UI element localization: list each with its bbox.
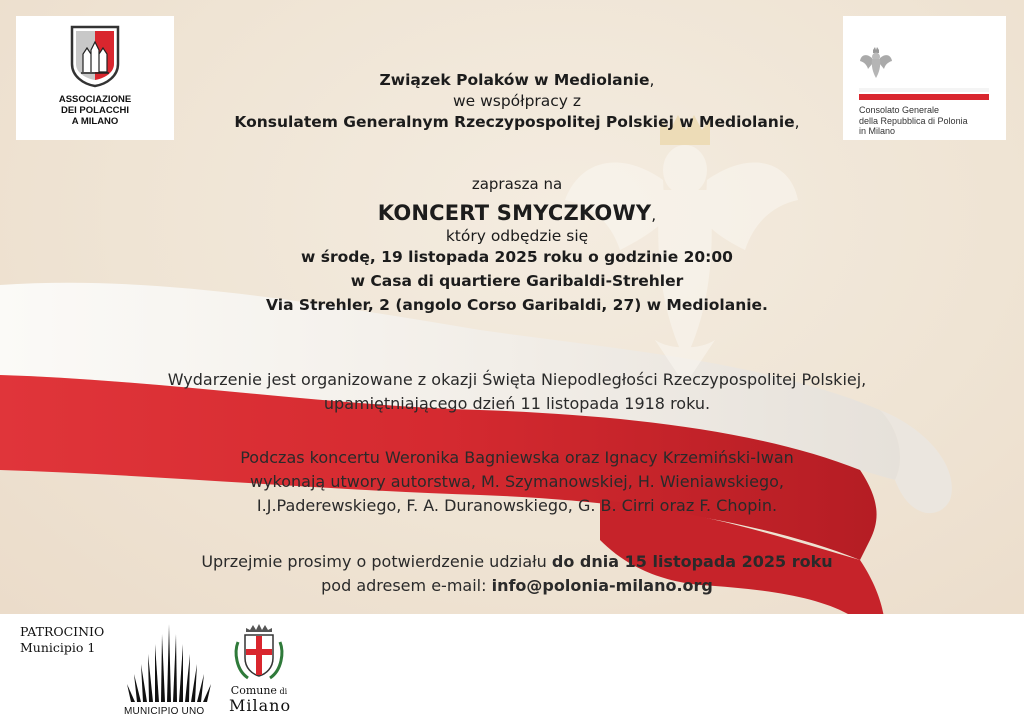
event-which: który odbędzie się bbox=[445, 227, 589, 245]
email-prefix: pod adresem e-mail: bbox=[321, 576, 492, 595]
rsvp-block bbox=[0, 550, 1024, 598]
milan-coat-of-arms-icon bbox=[232, 622, 286, 684]
association-name-line: A MILANO bbox=[71, 116, 119, 127]
patronage-text bbox=[20, 624, 104, 656]
duomo-spires-icon bbox=[124, 622, 214, 704]
event-address: Via Strehler, 2 (angolo Corso Garibaldi, 27) w Mediolanie. bbox=[266, 296, 768, 314]
comune-city: Milano bbox=[229, 696, 292, 715]
invite-intro: zaprasza na bbox=[471, 175, 563, 193]
municipio-label: MUNICIPIO UNO bbox=[124, 706, 205, 717]
punctuation: , bbox=[651, 206, 657, 224]
invitation-block bbox=[0, 174, 1024, 316]
patronage-line: Municipio 1 bbox=[20, 640, 96, 655]
event-venue: w Casa di quartiere Garibaldi-Strehler bbox=[350, 272, 684, 290]
program-line: wykonają utwory autorstwa, M. Szymanowskiej, H. Wieniawskiego, bbox=[250, 472, 784, 491]
patronage-line: PATROCINIO bbox=[20, 624, 105, 639]
comune-label bbox=[229, 684, 292, 715]
program-line: I.J.Paderewskiego, F. A. Duranowskiego, G. B. Cirri oraz F. Chopin. bbox=[256, 496, 778, 515]
consulate-name-line: Consolato Generale bbox=[859, 105, 940, 115]
footer-patronage bbox=[0, 614, 1024, 724]
occasion-line: upamiętniającego dzień 11 listopada 1918 roku. bbox=[323, 394, 711, 413]
association-name-line: DEI POLACCHI bbox=[60, 105, 130, 116]
consulate-name-line: della Repubblica di Polonia bbox=[859, 115, 968, 126]
event-date: w środę, 19 listopada 2025 roku o godzinie 20:00 bbox=[301, 248, 733, 266]
cooperation-text: we współpracy z bbox=[452, 92, 582, 110]
punctuation: , bbox=[794, 113, 800, 131]
header-block bbox=[0, 70, 1024, 133]
comune-di: di bbox=[276, 687, 288, 696]
consulate-name-line: in Milano bbox=[859, 126, 896, 136]
rsvp-text: Uprzejmie prosimy o potwierdzenie udziału bbox=[201, 552, 552, 571]
punctuation: , bbox=[649, 71, 655, 89]
contact-email-link[interactable]: info@polonia-milano.org bbox=[491, 576, 713, 595]
program-block bbox=[0, 446, 1024, 518]
rsvp-deadline: do dnia 15 listopada 2025 roku bbox=[551, 552, 833, 571]
organizer-name: Związek Polaków w Mediolanie bbox=[379, 71, 650, 89]
comune-prefix: Comune bbox=[230, 684, 277, 697]
program-line: Podczas koncertu Weronika Bagniewska oraz Ignacy Krzemiński-Iwan bbox=[240, 448, 794, 467]
association-name-line: ASSOCIAZIONE bbox=[58, 94, 132, 105]
concert-title: KONCERT SMYCZKOWY bbox=[377, 201, 652, 225]
occasion-line: Wydarzenie jest organizowane z okazji Święta Niepodległości Rzeczypospolitej Polskiej, bbox=[167, 370, 867, 389]
consulate-partner-name: Konsulatem Generalnym Rzeczypospolitej Polskiej w Mediolanie bbox=[234, 113, 795, 131]
occasion-block bbox=[0, 368, 1024, 416]
